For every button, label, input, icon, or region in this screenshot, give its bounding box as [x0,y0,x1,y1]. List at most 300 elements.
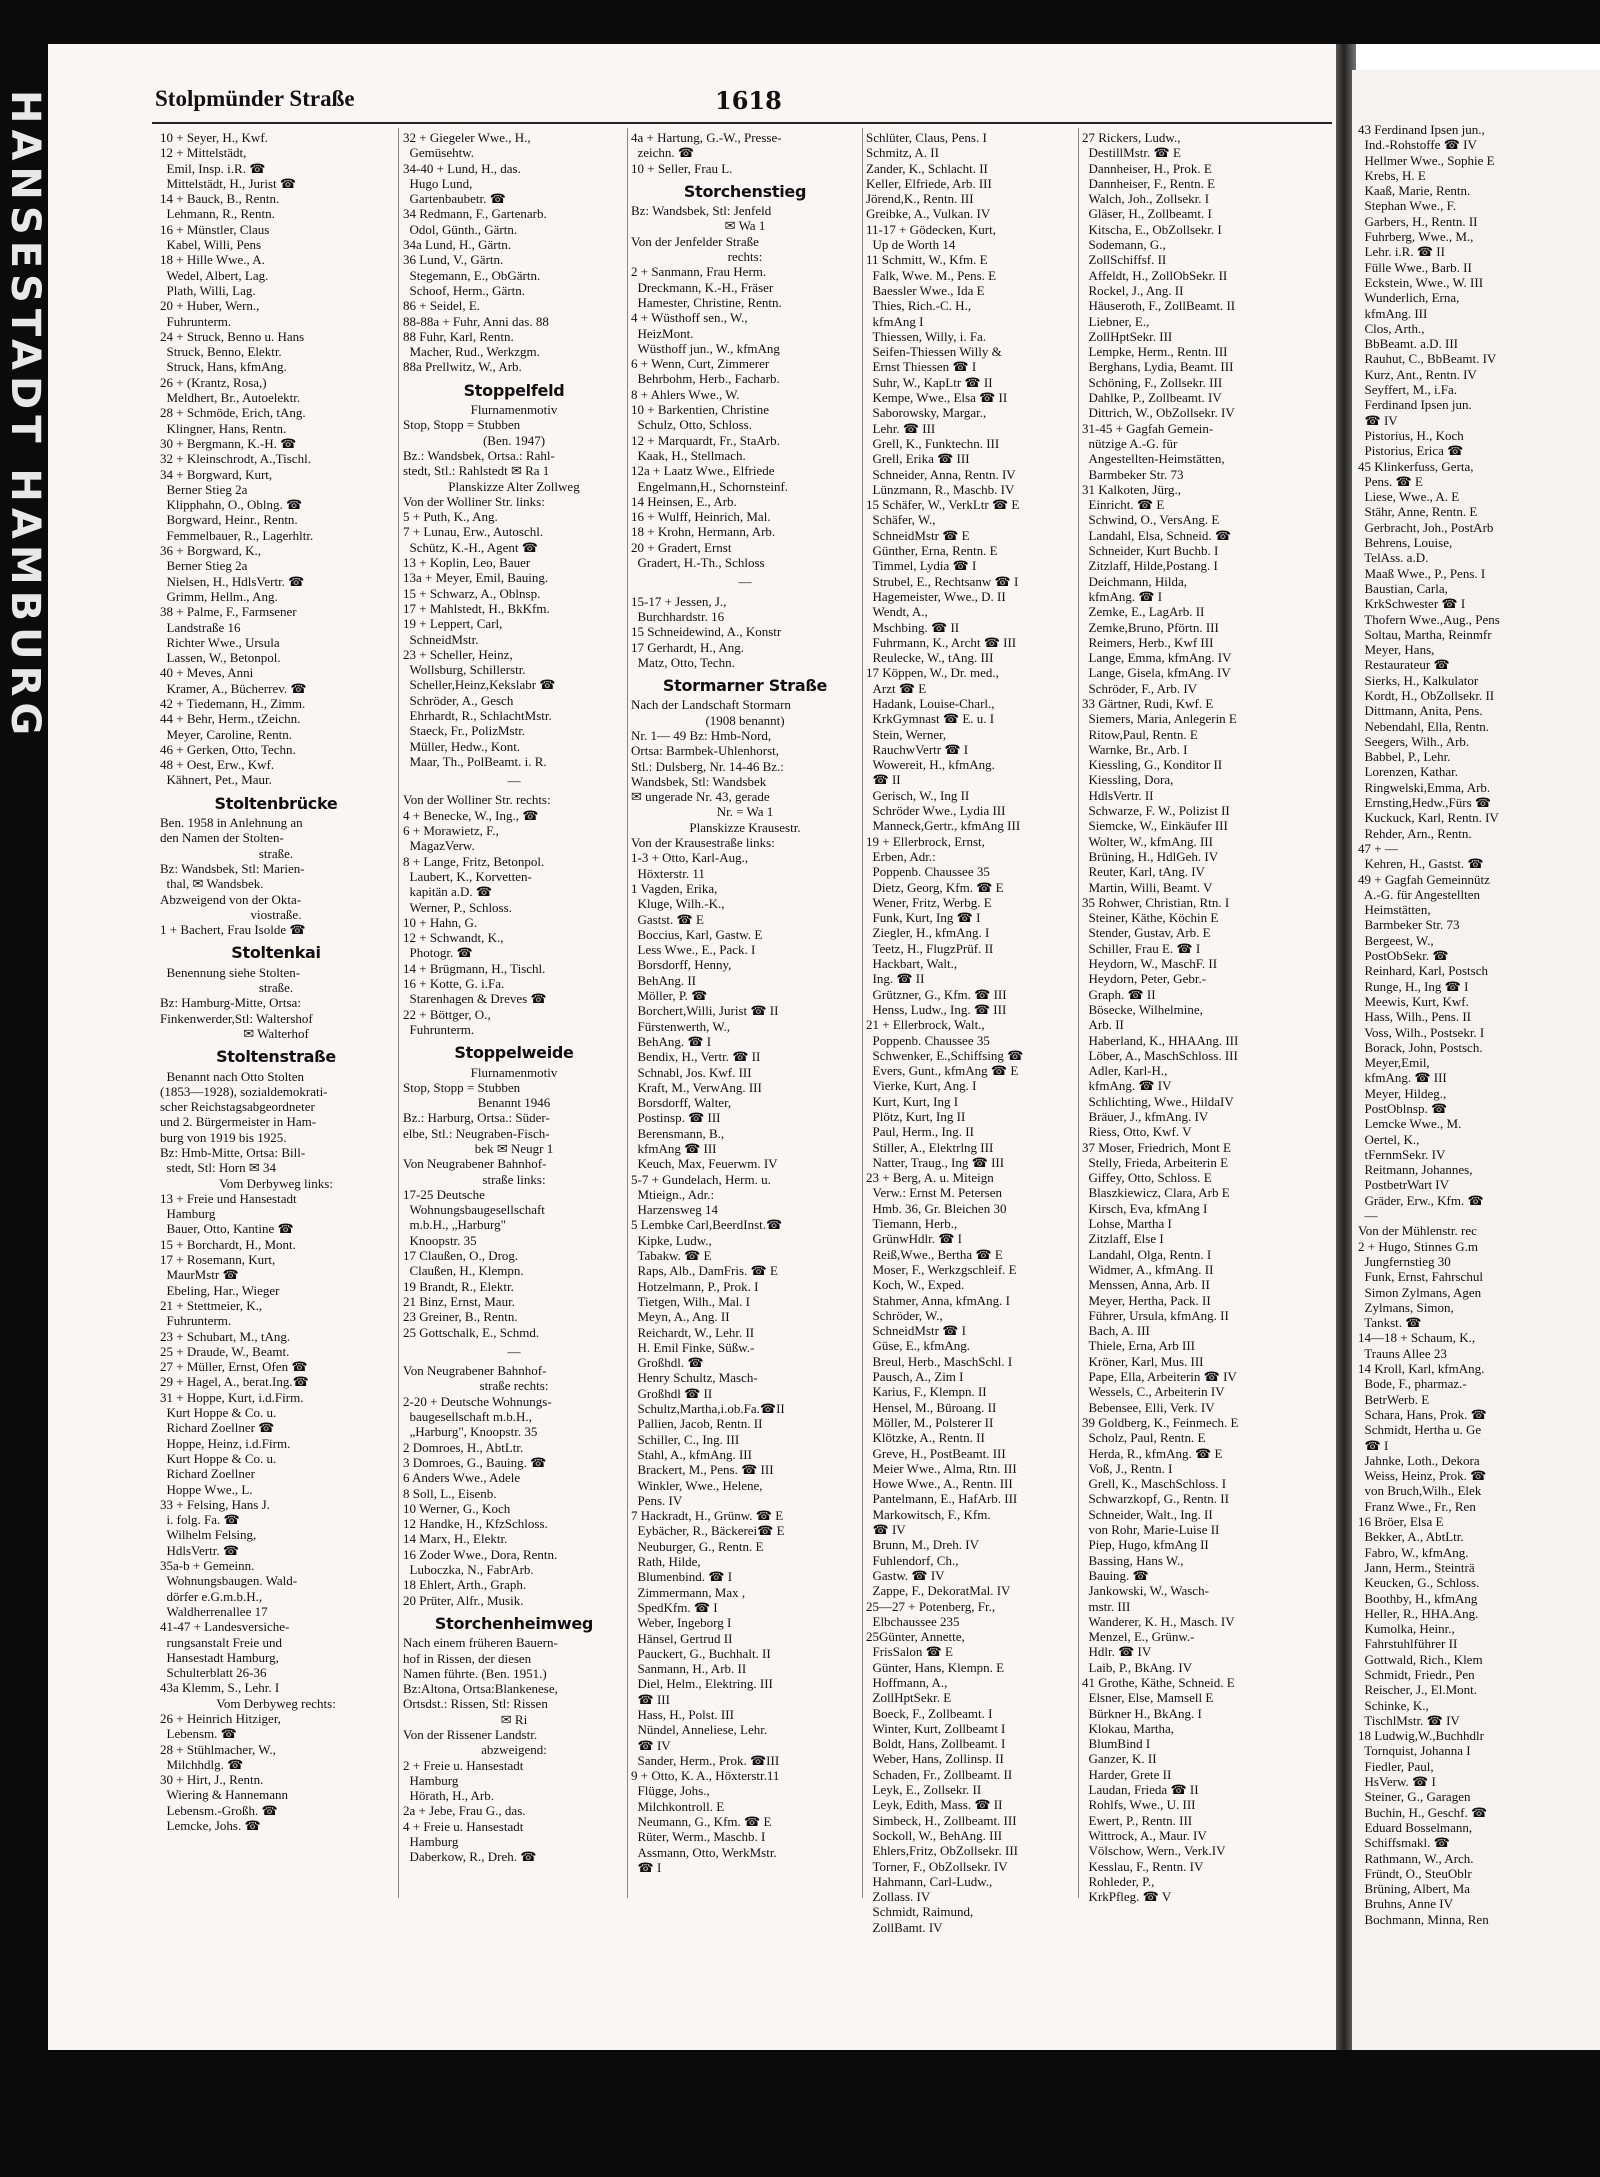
directory-entry: Bz.: Harburg, Ortsa.: Süder- [403,1110,550,1126]
directory-entry: Schiller, C., Ing. III [631,1431,740,1447]
directory-entry: ☎ IV [631,1737,671,1753]
directory-entry: Schulz, Otto, Schloss. [631,417,752,433]
directory-entry: Fuhlendorf, Ch., [866,1552,959,1568]
directory-entry: Boccius, Karl, Gastw. E [631,926,763,942]
directory-entry: Wandsbek, Stl: Wandsbek [631,773,767,789]
adjacent-entry: Lehr. i.R. ☎ II [1358,244,1445,260]
street-note: bek ✉ Neugr 1 [474,1141,554,1156]
adjacent-entry: Krebs, H. E [1358,167,1426,183]
street-note: ✉ Wa 1 [724,218,766,234]
directory-entry: 8 + Ahlers Wwe., W. [631,386,740,402]
adjacent-entry: Heimstätten, [1358,902,1431,918]
adjacent-entry: Schmidt, Hertha u. Ge [1358,1422,1482,1438]
directory-entry: Suhr, W., KapLtr ☎ II [866,374,993,390]
directory-entry: Bz:Altona, Ortsa:Blankenese, [403,1681,558,1697]
directory-entry: Pausch, A., Zim I [866,1369,964,1385]
directory-entry: Rüter, Werm., Maschb. I [631,1829,766,1845]
adjacent-entry: PostObSekr. ☎ [1358,948,1449,964]
directory-entry: Fuhrunterm. [403,1021,475,1037]
adjacent-entry: A.-G. für Angestellten [1358,886,1481,902]
directory-entry: Thiele, Erna, Arb III [1082,1338,1195,1354]
directory-entry: Kraft, M., VerwAng. III [631,1079,762,1095]
street-note: Vom Derbyweg rechts: [216,1695,336,1711]
directory-entry: Lassen, W., Betonpol. [160,650,281,666]
directory-entry: 13 + Koplin, Leo, Bauer [403,555,531,571]
directory-entry: Arb. II [1082,1017,1124,1033]
directory-entry: Ortsdst.: Rissen, Stl: Rissen [403,1696,548,1712]
directory-entry: Abzweigend von der Okta- [160,891,302,907]
directory-entry: Kiessling, G., Konditor II [1082,757,1223,773]
adjacent-entry: Schinke, K., [1358,1697,1429,1713]
directory-entry: 11-17 + Gödecken, Kurt, [866,221,996,237]
adjacent-entry: Zylmans, Simon, [1358,1299,1454,1315]
directory-entry: Sodemann, G., [1082,237,1166,253]
directory-entry: Scholz, Paul, Rentn. E [1082,1430,1206,1446]
directory-entry: Herda, R., kfmAng. ☎ E [1082,1445,1223,1461]
directory-entry: Fuhrmann, K., Archt ☎ III [866,634,1017,650]
directory-entry: Schöning, F., Zollsekr. III [1082,374,1223,390]
street-heading: Stoltenkai [231,943,321,963]
street-note: straße links: [482,1171,546,1187]
directory-entry: Dietz, Georg, Kfm. ☎ E [866,879,1004,895]
directory-entry: 46 + Gerken, Otto, Techn. [160,741,296,757]
adjacent-entry: Bode, F., pharmaz.- [1358,1376,1467,1392]
directory-entry: Bösecke, Wilhelmine, [1082,1001,1203,1017]
directory-entry: 26 + Heinrich Hitziger, [160,1710,281,1726]
directory-entry: Bräuer, J., kfmAng. IV [1082,1109,1209,1124]
directory-entry: Thies, Rich.-C. H., [866,298,972,314]
directory-entry: Klipphahn, O., Oblng. ☎ [160,497,303,513]
street-note: Planskizze Alter Zollweg [448,478,580,494]
directory-entry: Dreckmann, K.-H., Fräser [631,279,774,295]
adjacent-entry: 18 Ludwig,W.,Buchhdlr [1358,1728,1484,1744]
directory-entry: Tiemann, Herb., [866,1216,958,1232]
directory-entry: Dannheiser, H., Prok. E [1082,160,1212,176]
directory-entry: Greve, H., PostBeamt. III [866,1445,1006,1461]
adjacent-entry: KrkSchwester ☎ I [1358,596,1466,612]
street-note: Nr. = Wa 1 [716,804,774,820]
directory-entry: von Rohr, Marie-Luise II [1082,1522,1220,1538]
directory-entry: ☎ IV [866,1522,906,1538]
adjacent-entry: Meyer, Hans, [1358,642,1435,658]
directory-entry: Boeck, F., Zollbeamt. I [866,1705,993,1721]
directory-entry: Zemke, E., LagArb. II [1082,604,1205,620]
directory-entry: 18 Ehlert, Arth., Graph. [403,1577,527,1593]
directory-entry: 20 Prüter, Alfr., Musik. [403,1592,524,1608]
directory-entry: m.b.H., „Harburg" [403,1217,506,1233]
directory-entry: Wener, Fritz, Werbg. E [866,894,992,910]
directory-entry: Richard Zoellner ☎ [160,1420,275,1436]
directory-entry: Schwarze, F. W., Polizist II [1082,803,1230,819]
directory-entry: 35 Rohwer, Christian, Rtn. I [1082,894,1230,910]
directory-entry: Riess, Otto, Kwf. V [1082,1124,1192,1140]
directory-entry: Schröder, F., Arb. IV [1082,680,1198,696]
directory-entry: Benannt nach Otto Stolten [160,1068,305,1084]
directory-entry: 28 + Stühlmacher, W., [160,1741,276,1757]
directory-entry: ZollHptSekr. III [1082,328,1173,344]
directory-entry: mstr. III [1082,1598,1131,1614]
adjacent-entry: Pens. ☎ E [1358,473,1423,489]
adjacent-entry: Tankst. ☎ [1358,1315,1422,1331]
directory-entry: Gastw. ☎ IV [866,1567,945,1583]
directory-entry: Bz.: Wandsbek, Ortsa.: Rahl- [403,447,555,463]
adjacent-entry: Franz Wwe., Fr., Ren [1358,1498,1476,1514]
directory-entry: Schiller, Frau E. ☎ I [1082,940,1201,956]
directory-entry: Milchkontroll. E [631,1798,725,1814]
adjacent-entry: 14—18 + Schaum, K., [1358,1330,1476,1346]
directory-entry: 13a + Meyer, Emil, Bauing. [403,570,549,586]
directory-entry: Claußen, H., Klempn. [403,1263,524,1279]
directory-entry: 12 Handke, H., KfzSchloss. [403,1516,548,1532]
directory-entry: Ing. ☎ II [866,971,925,987]
adjacent-entry: Jungfernstieg 30 [1358,1253,1451,1269]
adjacent-entry: Pistorius, H., Koch [1358,427,1464,443]
adjacent-entry: 43 Ferdinand Ipsen jun., [1358,122,1485,137]
adjacent-entry: Pistorius, Erica ☎ [1358,443,1464,459]
street-note: Planskizze Krausestr. [689,819,801,835]
directory-entry: 10 + Hahn, G. [403,914,478,930]
directory-entry: 9 + Otto, K. A., Höxterstr.11 [631,1768,780,1784]
adjacent-entry: Fahrstuhlführer II [1358,1636,1458,1652]
directory-entry: Bz: Wandsbek, Stl: Marien- [160,860,305,876]
adjacent-entry: Babbel, P., Lehr. [1358,749,1451,765]
directory-entry: Ernst Thiessen ☎ I [866,359,977,375]
directory-entry: Gemüsehtw. [403,145,475,161]
directory-entry: Hotzelmann, P., Prok. I [631,1278,759,1294]
directory-entry: Wollsburg, Schillerstr. [403,662,526,678]
adjacent-entry: TelAss. a.D. [1358,550,1429,566]
directory-entry: Daberkow, R., Dreh. ☎ [403,1849,537,1865]
directory-entry: Keller, Elfriede, Arb. III [866,175,992,191]
directory-entry: Günter, Hans, Klempn. E [866,1659,1005,1675]
directory-entry: Kabel, Willi, Pens [160,237,262,253]
directory-entry: Hahmann, Carl-Ludw., [866,1873,993,1889]
directory-entry: Schaden, Fr., Zollbeamt. II [866,1766,1013,1782]
directory-entry: 22 + Böttger, O., [403,1006,491,1022]
directory-entry: 32 + Kleinschrodt, A.,Tischl. [160,451,311,467]
adjacent-entry: Ferdinand Ipsen jun. [1358,397,1472,413]
directory-entry: ✉ ungerade Nr. 43, gerade [631,789,770,805]
directory-entry: Leyk, Edith, Mass. ☎ II [866,1797,1003,1813]
directory-entry: Gläser, H., Zollbeamt. I [1082,206,1212,222]
directory-entry: 41-47 + Landesversiche- [160,1619,290,1635]
directory-entry: Dittrich, W., ObZollsekr. IV [1082,405,1235,421]
directory-entry: 12 + Marquardt, Fr., StaArb. [631,432,780,448]
directory-entry: Rath, Hilde, [631,1554,701,1570]
directory-entry: 17-25 Deutsche [403,1186,485,1202]
directory-entry: Howe Wwe., A., Rentn. III [866,1476,1013,1492]
directory-entry: 30 + Bergmann, K.-H. ☎ [160,435,297,451]
directory-entry: Siemers, Maria, Anlegerin E [1082,711,1237,727]
directory-entry: Hoppe, Heinz, i.d.Firm. [160,1435,291,1451]
adjacent-entry: Boothby, H., kfmAng [1358,1590,1478,1606]
directory-entry: Hänsel, Gertrud II [631,1630,733,1646]
directory-entry: Neuburger, G., Rentn. E [631,1538,764,1554]
directory-entry: 31 Kalkoten, Jürg., [1082,481,1182,497]
adjacent-entry: BbBeamt. a.D. III [1358,336,1459,352]
directory-entry: 2 + Freie u. Hansestadt [403,1757,524,1773]
directory-entry: Hadank, Louise-Charl., [866,695,995,711]
directory-entry: 29 + Hagel, A., berat.Ing.☎ [160,1374,309,1390]
directory-entry: Lange, Emma, kfmAng. IV [1082,650,1232,666]
directory-entry: Photogr. ☎ [403,945,473,961]
directory-entry: Barmbeker Str. 73 [1082,466,1184,482]
directory-entry: 13 + Freie und Hansestadt [160,1190,297,1206]
street-note: abzweigend: [481,1742,547,1758]
adjacent-entry: Heller, R., HHA.Ang. [1358,1605,1479,1621]
directory-entry: Richter Wwe., Ursula [160,634,280,650]
directory-entry: 4 + Freie u. Hansestadt [403,1818,524,1834]
directory-entry: Stein, Werner, [866,726,947,742]
directory-entry: Flügge, Johs., [631,1783,710,1799]
directory-entry: 19 + Ellerbrock, Ernst, [866,833,985,849]
directory-entry: Wüsthoff jun., W., kfmAng [631,340,780,356]
street-note: viostraße. [250,906,302,922]
directory-entry: 6 + Wenn, Curt, Zimmerer [631,356,770,372]
directory-entry: Up de Worth 14 [866,237,956,253]
directory-entry: Hugo Lund, [403,175,473,191]
directory-entry: Plath, Willi, Lag. [160,282,256,298]
directory-entry: Boldt, Hans, Zollbeamt. I [866,1736,1006,1752]
street-note: (Ben. 1947) [482,432,546,448]
directory-entry: Graph. ☎ II [1082,986,1156,1002]
directory-entry: Pens. IV [631,1492,683,1508]
directory-entry: „Harburg", Knoopstr. 35 [403,1424,538,1440]
directory-entry: 23 + Scheller, Heinz, [403,646,513,662]
directory-entry: Kurt, Kurt, Ing I [866,1093,959,1109]
directory-entry: Von Neugrabener Bahnhof- [403,1363,547,1379]
side-margin-text: HANSESTADT HAMBURG [2,90,48,742]
directory-entry: Ziegler, H., kfmAng. I [866,925,990,941]
directory-entry: Assmann, Otto, WerkMstr. [631,1844,777,1860]
directory-entry: FrisSalon ☎ E [866,1644,953,1660]
adjacent-entry: 45 Klinkerfuss, Gerta, [1358,458,1474,474]
directory-entry: 33 + Felsing, Hans J. [160,1496,270,1512]
directory-entry: 20 + Huber, Wern., [160,298,260,314]
adjacent-entry: Fründt, O., SteuOblr [1358,1865,1472,1881]
directory-entry: 11 Schmitt, W., Kfm. E [866,252,988,268]
directory-entry: Schwind, O., VersAng. E [1082,512,1220,528]
directory-entry: 21 + Ellerbrock, Walt., [866,1017,985,1033]
directory-entry: Neumann, G., Kfm. ☎ E [631,1814,772,1830]
directory-entry: 18 + Krohn, Hermann, Arb. [631,524,776,540]
directory-entry: Arzt ☎ E [866,680,927,696]
directory-entry: Luboczka, N., FabrArb. [403,1562,534,1578]
column-divider [862,128,863,1898]
street-heading: Stormarner Straße [662,676,828,696]
street-note: rechts: [727,249,763,265]
directory-entry: Brüning, H., HdlGeh. IV [1082,848,1219,864]
directory-entry: 2a + Jebe, Frau G., das. [403,1803,526,1819]
directory-entry: Stiller, A., Elektrlng III [866,1139,994,1155]
directory-entry: 12 + Schwandt, K., [403,930,504,946]
adjacent-entry: ☎ I [1358,1437,1389,1453]
directory-entry: 88 Fuhr, Karl, Rentn. [403,328,514,344]
directory-entry: Reichardt, W., Lehr. II [631,1324,755,1340]
directory-entry: 21 Binz, Ernst, Maur. [403,1293,515,1309]
directory-entry: 34 + Borgward, Kurt, [160,466,273,482]
page-header [155,86,1315,122]
directory-entry: Hmb. 36, Gr. Bleichen 30 [866,1200,1007,1216]
directory-entry: Engelmann,H., Schornsteinf. [631,478,789,494]
adjacent-entry: Ringwelski,Emma, Arb. [1358,779,1491,795]
directory-entry: Sockoll, W., BehAng. III [866,1827,1003,1843]
adjacent-entry: HsVerw. ☎ I [1358,1774,1436,1790]
directory-entry: Landstraße 16 [160,619,241,635]
directory-entry: 7 + Lunau, Erw., Autoschl. [403,524,544,540]
adjacent-entry: Clos, Arth., [1358,320,1425,336]
directory-entry: rungsanstalt Freie und [160,1634,283,1650]
directory-entry: Gradert, H.-Th., Schloss [631,555,765,571]
directory-entry: Kiessling, Dora, [1082,772,1174,788]
directory-entry: HeizMont. [631,325,694,341]
adjacent-entry: von Bruch,Wilh., Elek [1358,1483,1482,1499]
directory-entry: Borsdorff, Henny, [631,957,732,973]
directory-entry: 31 + Hoppe, Kurt, i.d.Firm. [160,1389,304,1405]
street-note: ✉ Walterhof [243,1025,309,1041]
directory-entry: 34-40 + Lund, H., das. [403,160,521,176]
directory-entry: Mittelstädt, H., Jurist ☎ [160,175,297,191]
directory-entry: ZollSchiffsf. II [1082,252,1167,268]
adjacent-entry: Meyer,Emil, [1358,1055,1430,1071]
street-heading: Stoltenstraße [216,1047,336,1067]
directory-entry: Winter, Kurt, Zollbeamt I [866,1720,1006,1736]
directory-entry: Piep, Hugo, kfmAng II [1082,1537,1209,1553]
directory-entry: kapitän a.D. ☎ [403,884,493,900]
directory-entry: 12a + Laatz Wwe., Elfriede [631,463,775,479]
adjacent-entry: Kordt, H., ObZollsekr. II [1358,687,1495,703]
directory-entry: Fuhrunterm. [160,313,232,329]
directory-entry: Liebner, E., [1082,313,1150,329]
directory-entry: Nach der Landschaft Stormarn [631,697,791,713]
directory-entry: 27 Rickers, Ludw., [1082,130,1181,145]
adjacent-entry: Maaß Wwe., P., Pens. I [1358,565,1486,581]
directory-entry: Borsdorff, Walter, [631,1095,732,1111]
directory-entry: Kempe, Wwe., Elsa ☎ II [866,390,1008,406]
street-heading: Stoppelweide [454,1043,574,1063]
directory-entry: Werner, P., Schloss. [403,899,512,915]
directory-entry: Einricht. ☎ E [1082,497,1165,513]
directory-entry: Richard Zoellner [160,1466,255,1482]
adjacent-entry: Fabro, W., kfmAng. [1358,1544,1469,1560]
directory-entry: 23 + Berg, A. u. Miteign [866,1170,994,1186]
page-number: 1618 [715,86,782,115]
directory-entry: Schäfer, W., [866,512,936,528]
directory-entry: Bürkner H., BkAng. I [1082,1705,1202,1721]
directory-entry: Ewert, P., Rentn. III [1082,1812,1193,1828]
directory-entry: 23 Greiner, B., Rentn. [403,1309,518,1325]
directory-entry: 5-7 + Gundelach, Herm. u. [631,1171,771,1187]
directory-entry: 17 + Mahlstedt, H., BkKfm. [403,600,550,616]
directory-entry: (1853—1928), sozialdemokrati- [160,1083,328,1099]
directory-entry: Günther, Erna, Rentn. E [866,543,998,559]
directory-entry: Stender, Gustav, Arb. E [1082,925,1211,941]
directory-entry: 16 + Münstler, Claus [160,221,270,237]
directory-entry: Möller, P. ☎ [631,988,708,1004]
adjacent-entry: Stähr, Anne, Rentn. E [1358,504,1478,520]
adjacent-entry: Eduard Bosselmann, [1358,1819,1473,1835]
adjacent-page [1352,70,1600,2050]
directory-entry: Falk, Wwe. M., Pens. E [866,267,997,283]
directory-entry: 31-45 + Gagfah Gemein- [1082,420,1214,436]
directory-entry: Funk, Kurt, Ing ☎ I [866,910,981,926]
directory-entry: 27 + Müller, Ernst, Ofen ☎ [160,1359,308,1375]
directory-entry: 17 + Rosemann, Kurt, [160,1252,276,1268]
adjacent-entry: Ind.-Rohstoffe ☎ IV [1358,137,1477,153]
directory-entry: Menzel, E., Grünw.- [1082,1629,1195,1645]
directory-entry: BehAng. ☎ I [631,1033,712,1049]
directory-entry: Tabakw. ☎ E [631,1248,712,1264]
directory-entry: Wolter, W., kfmAng. III [1082,833,1213,849]
directory-entry: und 2. Bürgermeister in Ham- [160,1114,317,1130]
directory-entry: ☎ II [866,772,901,788]
directory-entry: Meyer, Hertha, Pack. II [1082,1292,1211,1308]
directory-entry: Schlüter, Claus, Pens. I [866,130,987,145]
directory-entry: Müller, Hedw., Kont. [403,738,521,754]
directory-entry: Kähnert, Pet., Maur. [160,772,272,788]
directory-entry: Elbchaussee 235 [866,1613,960,1629]
directory-entry: Ganzer, K. II [1082,1751,1157,1767]
adjacent-entry: Jann, Herm., Steinträ [1358,1559,1475,1575]
adjacent-entry: kfmAng. III [1358,305,1428,321]
directory-entry: Wowereit, H., kfmAng. [866,757,995,773]
directory-entry: Timmel, Lydia ☎ I [866,558,977,574]
directory-entry: Schneider, Kurt Buchb. I [1082,543,1219,559]
directory-entry: 36 Lund, V., Gärtn. [403,252,504,268]
directory-entry: 17 Gerhardt, H., Ang. [631,639,745,655]
directory-entry: 40 + Meves, Anni [160,665,254,681]
directory-entry: Waldherrenallee 17 [160,1603,268,1619]
directory-entry: Natter, Traug., Ing ☎ III [866,1154,1005,1170]
directory-entry: Grell, K., Funktechn. III [866,435,1000,451]
directory-entry: hof in Rissen, der diesen [403,1650,532,1666]
directory-entry: 39 Goldberg, K., Feinmech. E [1082,1414,1239,1430]
directory-entry: Moser, F., Werkzgschleif. E [866,1261,1017,1277]
directory-entry: Bz: Wandsbek, Stl: Jenfeld [631,203,772,219]
directory-entry: Stl.: Dulsberg, Nr. 14-46 Bz.: [631,758,784,774]
directory-entry: Schultz,Martha,i.ob.Fa.☎II [631,1401,785,1417]
directory-entry: Borchert,Willi, Jurist ☎ II [631,1003,779,1019]
directory-entry: Evers, Gunt., kfmAng ☎ E [866,1063,1019,1079]
directory-entry: 25 + Draude, W., Beamt. [160,1343,290,1359]
directory-entry: Lehr. ☎ III [866,420,936,436]
directory-entry: Landahl, Olga, Rentn. I [1082,1246,1212,1262]
directory-entry: Blaszkiewicz, Clara, Arb E [1082,1185,1230,1201]
directory-entry: Zimmermann, Max , [631,1584,746,1600]
directory-entry: Macher, Rud., Werkzgm. [403,344,540,360]
adjacent-entry: PostOblnsp. ☎ [1358,1101,1448,1116]
column-divider [398,128,399,1898]
directory-entry: 6 Anders Wwe., Adele [403,1470,521,1486]
directory-entry: Voß, J., Rentn. I [1082,1460,1173,1476]
column-3 [631,130,859,2010]
directory-entry: Postinsp. ☎ III [631,1110,721,1126]
adjacent-entry: Rathmann, W., Arch. [1358,1850,1474,1866]
directory-entry: 15 + Borchardt, H., Mont. [160,1236,296,1252]
directory-entry: BehAng. II [631,972,696,988]
directory-entry: Zollass. IV [866,1889,931,1905]
directory-entry: Lemcke, Johs. ☎ [160,1818,261,1834]
directory-entry: Stahl, A., kfmAng. III [631,1446,752,1462]
directory-entry: ☎ I [631,1859,662,1875]
directory-entry: 4 + Benecke, W., Ing., ☎ [403,807,539,823]
adjacent-entry: Lemcke Wwe., M. [1358,1116,1462,1132]
directory-entry: Zander, K., Schlacht. II [866,160,988,176]
adjacent-entry: Weiss, Heinz, Prok. ☎ [1358,1468,1487,1484]
adjacent-entry: Fuhrberg, Wwe., M., [1358,229,1474,245]
directory-entry: 43a Klemm, S., Lehr. I [160,1680,280,1696]
directory-entry: Laubert, K., Korvetten- [403,868,532,884]
